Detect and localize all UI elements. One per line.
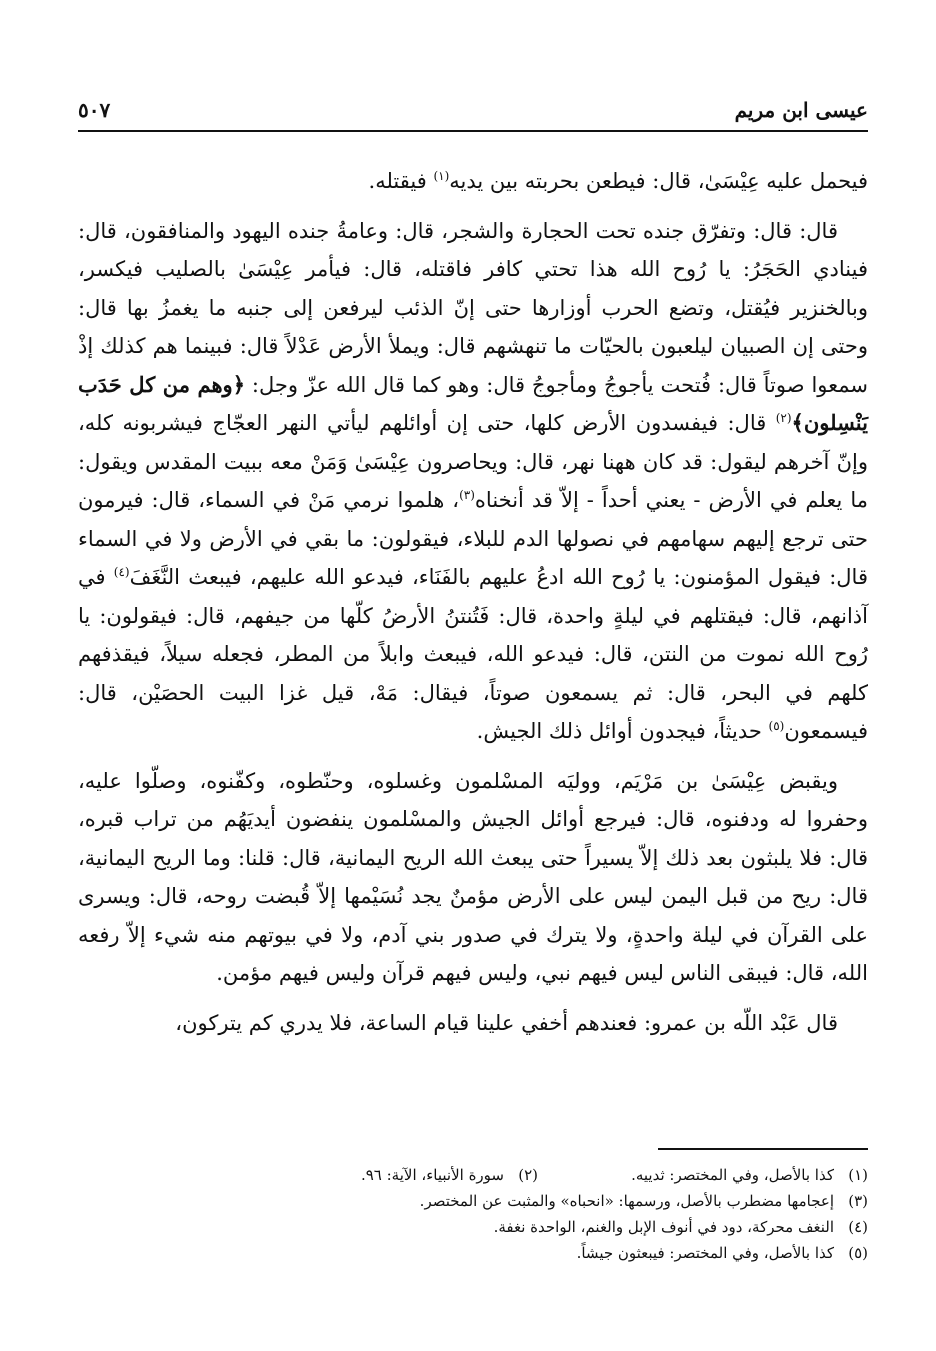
- main-text: [78, 162, 868, 1053]
- footnote-item: [361, 1166, 538, 1184]
- page-number: ٥٠٧: [78, 98, 111, 122]
- footnote-number: (٢): [518, 1166, 538, 1184]
- footnote-line: [78, 1240, 868, 1266]
- header-divider: [78, 130, 868, 132]
- footnote-text: كذا بالأصل، وفي المختصر: فيبعثون جيشاً.: [576, 1244, 834, 1262]
- paragraph-4: [78, 1004, 868, 1043]
- paragraph-text: قال: قال: وتفرّق جنده تحت الحجارة والشجر، قال: وعامةُ جنده اليهود والمنافقون، قال: فينادي الحَجَرُ: يا رُوح الله هذا تحتي كافر فاقتله، قال: فيأمر عِيْسَىٰ بالصليب فيكسر، وبالخنزير فيُقتل، وتضع الحرب أوزارها حتى إنّ الذئب ليرفعن إلى جنبه ما يغمزُ بها قال: وحتى إن الصبيان ليلعبون بالحيّات ما تنهشهم قال: ويملأ الأرض عَدْلاً قال: فبينما هم كذلك إذْ سمعوا صوتاً قال: فُتحت يأجوجُ ومأجوجُ قال: وهو كما قال الله عزّ وجل:: [78, 218, 869, 397]
- footnote-line: [78, 1188, 868, 1214]
- footnote-text: كذا بالأصل، وفي المختصر: ثدييه.: [631, 1166, 834, 1184]
- footnote-ref-1: (١): [433, 169, 450, 183]
- footnote-text: النغف محركة، دود في أنوف الإبل والغنم، الواحدة نغفة.: [493, 1218, 834, 1236]
- paragraph-text: فيحمل عليه عِيْسَىٰ، قال: فيطعن بحربته بين يديه: [449, 169, 868, 193]
- paragraph-1: [78, 162, 868, 201]
- paragraph-text: فيقتله.: [368, 169, 434, 193]
- footnote-text: إعجامها مضطرب بالأصل، ورسمها: «انحباه» والمثبت عن المختصر.: [419, 1192, 834, 1210]
- footnote-divider: [658, 1148, 868, 1150]
- page-header: [78, 94, 868, 134]
- paragraph-text: قال عَبْد اللّه بن عمرو: فعندهم أخفي علينا قيام الساعة، فلا يدري كم يتركون،: [175, 1010, 838, 1035]
- footnote-line: [78, 1162, 868, 1188]
- footnote-ref-2: (٢): [775, 411, 792, 425]
- footnote-line: [78, 1214, 868, 1240]
- paragraph-text: في آذانهم، قال: فيقتلهم في ليلةٍ واحدة، قال: فَتُنتنُ الأرضُ كلّها من جيفهم، قال: فيقولون: يا رُوح الله نموت من النتن، قال: فيدعو الله، فيبعث وابلاً من المطر، فجعله سيلاً، فيقذفهم كلهم في البحر، قال: ثم يسمعون صوتاً، فيقال: مَهْ، قيل غزا البيت الحصَيْن، قال: فيسمعون: [78, 565, 868, 743]
- paragraph-text: ويقبض عِيْسَىٰ بن مَرْيَم، ووليَه المسْلمون وغسلوه، وحنّطوه، وكفّنوه، وصلّوا عليه، وحفروا له ودفنوه، قال: فيرجع أوائل الجيش والمسْلمون ينفضون أيديَهُم من تراب قبره، قال: فلا يلبثون بعد ذلك إلاّ يسيراً حتى يبعث الله الريح اليمانية، قال: قلنا: وما الريح اليمانية، قال: ريح من قبل اليمن ليس على الأرض مؤمنٌ يجد نُسَيْمها إلاّ قُبضت روحه، قال: ويسرى على القرآن في ليلة واحدةٍ، ولا يترك في صدور بني آدم، ولا في بيوتهم منه شيء إلاّ رفعه الله، قال: فيبقى الناس ليس فيهم نبي، وليس فيهم قرآن وليس فيهم مؤمن.: [78, 768, 868, 985]
- paragraph-text: ، هلموا نرمي مَنْ في السماء، قال: فيرمون حتى ترجع إليهم سهامهم في نصولها الدم للبلاء، فيقولون: ما بقي في الأرض ولا في السماء قال: فيقول المؤمنون: يا رُوح الله ادعُ عليهم بالفَنَاء، فيدعو الله عليهم، فيبعث النَّغَفَ: [78, 488, 868, 589]
- paragraph-3: [78, 762, 868, 993]
- paragraph-text: قال: فيفسدون الأرض كلها، حتى إن أوائلهم ليأتي النهر العجّاج فيشربونه كله، وإنّ آخرهم ليقول: قد كان ههنا نهر، قال: ويحاصرون عِيْسَىٰ وَمَنْ معه ببيت المقدس ويقول: ما يعلم في الأرض - يعني أحداً - إلاّ قد أنخناه: [78, 411, 868, 512]
- chapter-title: عيسى ابن مريم: [734, 98, 868, 122]
- footnote-ref-4: (٤): [113, 565, 130, 579]
- paragraph-2: [78, 212, 868, 751]
- footnote-text: سورة الأنبياء، الآية: ٩٦.: [360, 1166, 504, 1184]
- footnote-number: (٤): [848, 1218, 868, 1236]
- footnotes: [78, 1162, 868, 1266]
- paragraph-text: حديثاً، فيجدون أوائل ذلك الجيش.: [476, 719, 769, 743]
- footnote-number: (٥): [848, 1244, 868, 1262]
- footnote-ref-5: (٥): [768, 719, 785, 733]
- footnote-number: (٣): [848, 1192, 868, 1210]
- footnote-ref-3: (٣): [459, 488, 475, 502]
- quran-verse: ﴿وهم من كل حَدَب يَنْسِلون﴾: [78, 371, 868, 435]
- footnote-item: [538, 1162, 868, 1188]
- footnote-number: (١): [848, 1166, 868, 1184]
